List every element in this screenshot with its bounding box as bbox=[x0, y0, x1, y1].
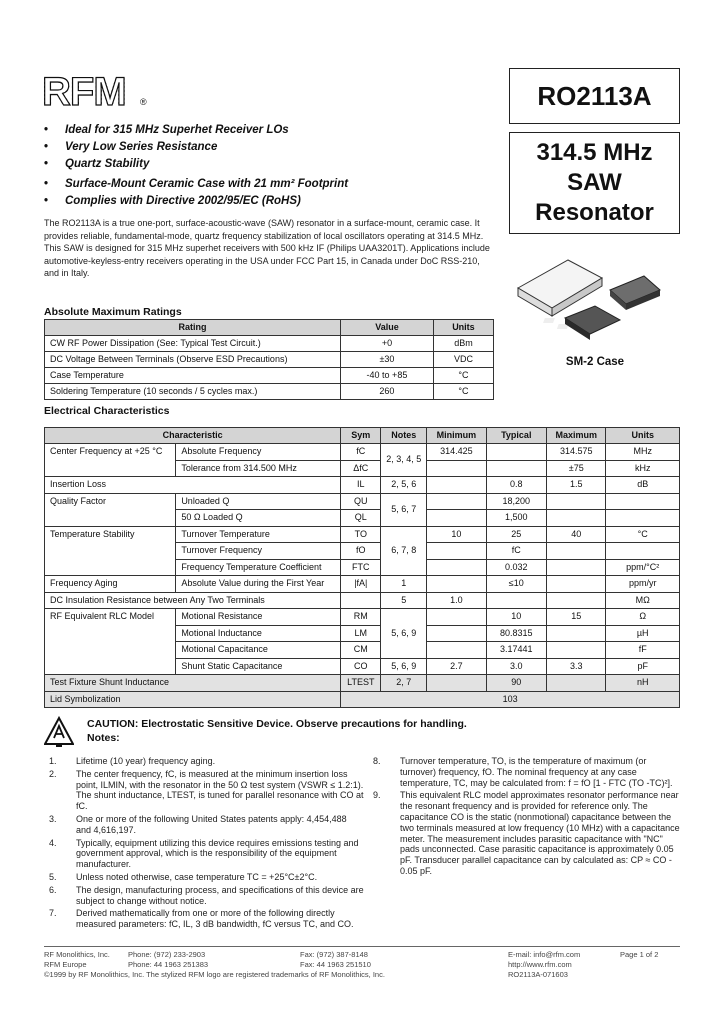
typ-cell: 3.0 bbox=[486, 658, 547, 675]
units-cell: dBm bbox=[433, 336, 493, 352]
sym-cell: QU bbox=[341, 493, 381, 510]
footer-page: Page 1 of 2 bbox=[620, 950, 659, 959]
max-cell: 3.3 bbox=[547, 658, 606, 675]
abs-max-heading: Absolute Maximum Ratings bbox=[44, 306, 182, 318]
esd-warning-icon bbox=[44, 716, 74, 748]
table-row bbox=[45, 384, 494, 400]
units-cell: µH bbox=[606, 625, 680, 642]
rfm-logo: RFM bbox=[42, 70, 126, 114]
char-cell: Temperature Stability bbox=[45, 526, 176, 576]
units-cell: °C bbox=[433, 368, 493, 384]
notes-label: Notes: bbox=[87, 732, 120, 744]
typ-cell: 0.8 bbox=[486, 477, 547, 494]
feature-item: • Complies with Directive 2002/95/EC (RoHS) bbox=[44, 193, 348, 210]
title-line-2: SAW bbox=[567, 169, 622, 196]
lid-value: 103 bbox=[341, 691, 680, 708]
elec-heading: Electrical Characteristics bbox=[44, 405, 170, 417]
units-cell: dB bbox=[606, 477, 680, 494]
sym-cell: |fA| bbox=[341, 576, 381, 593]
sym-cell: RM bbox=[341, 609, 381, 626]
feature-item: • Ideal for 315 MHz Superhet Receiver LOs bbox=[44, 122, 348, 139]
col-header: Typical bbox=[486, 428, 547, 444]
note-item: 1. Lifetime (10 year) frequency aging. bbox=[49, 756, 216, 766]
footer-line: Fax: 44 1963 251510 bbox=[300, 960, 371, 969]
sym-cell: LM bbox=[341, 625, 381, 642]
notes-left bbox=[44, 756, 364, 932]
typ-cell: 90 bbox=[486, 675, 547, 692]
min-cell: 10 bbox=[427, 526, 486, 543]
table-row bbox=[45, 576, 680, 593]
sym-cell: QL bbox=[341, 510, 381, 527]
footer-doc-id: RO2113A-071603 bbox=[508, 970, 568, 979]
notes-cell: 1 bbox=[381, 576, 427, 593]
col-header: Rating bbox=[45, 320, 341, 336]
table-row bbox=[45, 444, 680, 461]
note-item: 6. The design, manufacturing process, and specifications of this device are subject to change without notice. bbox=[49, 884, 364, 906]
note-item: 2. The center frequency, fC, is measured at the minimum insertion loss point, ILMIN, with the resonator in the 50 Ω test system (VSWR ≤ 1.2:1). The shunt inductance, LTEST, is tuned for parallel resonance with CO at fC. bbox=[49, 768, 364, 812]
units-cell: VDC bbox=[433, 352, 493, 368]
max-cell: 40 bbox=[547, 526, 606, 543]
col-header: Maximum bbox=[547, 428, 606, 444]
rating-cell: Case Temperature bbox=[45, 368, 341, 384]
elec-heading-wrap bbox=[44, 405, 170, 417]
value-cell: ±30 bbox=[341, 352, 434, 368]
caution-text: CAUTION: Electrostatic Sensitive Device. Observe precautions for handling. bbox=[87, 718, 467, 730]
col-header: Notes bbox=[381, 428, 427, 444]
footer-line: Phone: 44 1963 251383 bbox=[128, 960, 209, 969]
value-cell: -40 to +85 bbox=[341, 368, 434, 384]
table-row bbox=[45, 336, 494, 352]
elec-table bbox=[44, 427, 680, 708]
note-item: 5. Unless noted otherwise, case temperature TC = +25°C±2°C. bbox=[49, 871, 318, 882]
sub-cell: Unloaded Q bbox=[176, 493, 341, 510]
units-cell: MΩ bbox=[606, 592, 680, 609]
sub-cell: 50 Ω Loaded Q bbox=[176, 510, 341, 527]
max-cell: 1.5 bbox=[547, 477, 606, 494]
caution-block bbox=[87, 717, 467, 745]
sym-cell: LTEST bbox=[341, 675, 381, 692]
units-cell: fF bbox=[606, 642, 680, 659]
units-cell: ppm/°C² bbox=[606, 559, 680, 576]
typ-cell: ≤10 bbox=[486, 576, 547, 593]
char-cell: DC Insulation Resistance between Any Two Terminals bbox=[45, 592, 341, 609]
footer-line: RFM Europe bbox=[44, 960, 87, 969]
sm2-case-image bbox=[510, 238, 680, 350]
table-row bbox=[45, 691, 680, 708]
sym-cell: CO bbox=[341, 658, 381, 675]
sub-cell: Frequency Temperature Coefficient bbox=[176, 559, 341, 576]
feature-item: • Very Low Series Resistance bbox=[44, 139, 348, 156]
notes-cell: 2, 5, 6 bbox=[381, 477, 427, 494]
note-item: 4. Typically, equipment utilizing this device requires emissions testing and government approval, which is the responsibility of the equipment manufacturer. bbox=[49, 837, 359, 870]
sub-cell: Tolerance from 314.500 MHz bbox=[176, 460, 341, 477]
notes-cell: 2, 3, 4, 5 bbox=[381, 444, 427, 477]
table-row bbox=[45, 352, 494, 368]
part-number: RO2113A bbox=[509, 68, 680, 124]
typ-cell: 25 bbox=[486, 526, 547, 543]
units-cell: °C bbox=[433, 384, 493, 400]
col-header: Units bbox=[433, 320, 493, 336]
units-cell: pF bbox=[606, 658, 680, 675]
title-line-1: 314.5 MHz bbox=[536, 139, 653, 166]
sym-cell: CM bbox=[341, 642, 381, 659]
char-cell: Lid Symbolization bbox=[45, 691, 341, 708]
value-cell: +0 bbox=[341, 336, 434, 352]
rating-cell: Soldering Temperature (10 seconds / 5 cycles max.) bbox=[45, 384, 341, 400]
col-header: Minimum bbox=[427, 428, 486, 444]
units-cell: kHz bbox=[606, 460, 680, 477]
sym-cell: ΔfC bbox=[341, 460, 381, 477]
table-row bbox=[45, 592, 680, 609]
notes-cell: 6, 7, 8 bbox=[381, 526, 427, 576]
char-cell: RF Equivalent RLC Model bbox=[45, 609, 176, 675]
col-header: Value bbox=[341, 320, 434, 336]
sub-cell: Turnover Temperature bbox=[176, 526, 341, 543]
footer-email[interactable]: E-mail: info@rfm.com bbox=[508, 950, 581, 959]
footer-phone bbox=[128, 950, 208, 970]
title-line-3: Resonator bbox=[535, 199, 654, 226]
min-cell: 2.7 bbox=[427, 658, 486, 675]
intro-paragraph: The RO2113A is a true one-port, surface-acoustic-wave (SAW) resonator in a surface-mount, ceramic case. It provides reliable, fundamental-mode, quartz frequency stabilization of local oscillators operating at 314.5 MHz. This SAW is designed for 315 MHz superhet receivers with 500 kHz IF (Philips UAA3201T). Applications include automotive-keyless-entry receivers operating in the USA under FCC Part 15, in Canada under DoC RSS-210, and in Italy. bbox=[44, 218, 490, 278]
min-cell: 1.0 bbox=[427, 592, 486, 609]
feature-item: • Quartz Stability bbox=[44, 156, 348, 173]
col-header: Characteristic bbox=[45, 428, 341, 444]
note-item: 7. Derived mathematically from one or more of the following directly measured parameters: fC, IL, 3 dB bandwidth, fC versus TC, and CO. bbox=[49, 908, 354, 930]
col-header: Units bbox=[606, 428, 680, 444]
notes-cell: 5 bbox=[381, 592, 427, 609]
value-cell: 260 bbox=[341, 384, 434, 400]
max-cell: 314.575 bbox=[547, 444, 606, 461]
footer-line: Fax: (972) 387-8148 bbox=[300, 950, 368, 959]
footer-divider bbox=[44, 946, 680, 947]
typ-cell: 3.17441 bbox=[486, 642, 547, 659]
max-cell: ±75 bbox=[547, 460, 606, 477]
case-label: SM-2 Case bbox=[565, 356, 625, 368]
footer-url[interactable]: http://www.rfm.com bbox=[508, 960, 572, 969]
abs-max-table bbox=[44, 319, 494, 400]
table-row bbox=[45, 368, 494, 384]
char-cell: Center Frequency at +25 °C bbox=[45, 444, 176, 477]
table-row bbox=[45, 526, 680, 543]
footer-line: RF Monolithics, Inc. bbox=[44, 950, 110, 959]
footer-line: ©1999 by RF Monolithics, Inc. The stylized RFM logo are registered trademarks of RF Monolithics, Inc. bbox=[44, 970, 385, 979]
sub-cell: Absolute Value during the First Year bbox=[176, 576, 341, 593]
typ-cell: 0.032 bbox=[486, 559, 547, 576]
table-row bbox=[45, 477, 680, 494]
sub-cell: Shunt Static Capacitance bbox=[176, 658, 341, 675]
notes-right bbox=[368, 756, 680, 879]
sym-cell: fO bbox=[341, 543, 381, 560]
sym-cell: IL bbox=[341, 477, 381, 494]
char-cell: Frequency Aging bbox=[45, 576, 176, 593]
sym-cell: TO bbox=[341, 526, 381, 543]
typ-cell: 18,200 bbox=[486, 493, 547, 510]
footer-fax bbox=[300, 950, 371, 970]
units-cell: ppm/yr bbox=[606, 576, 680, 593]
units-cell: Ω bbox=[606, 609, 680, 626]
footer-line: Phone: (972) 233-2903 bbox=[128, 950, 206, 959]
char-cell: Insertion Loss bbox=[45, 477, 341, 494]
notes-cell: 5, 6, 7 bbox=[381, 493, 427, 526]
min-cell: 314.425 bbox=[427, 444, 486, 461]
sub-cell: Motional Resistance bbox=[176, 609, 341, 626]
note-item: 9. This equivalent RLC model approximates resonator performance near the resonant frequency and is provided for reference only. The capacitance CO is the static (nonmotional) capacitance between the two terminals measured at low frequency (10 MHz) with a capacitance meter. The measurement includes parasitic capacitance with "NC" pads unconnected. Case parasitic capacitance is approximately 0.05 pF. Transducer parallel capacitance can by calculated as: CP ≈ CO - 0.05 pF. bbox=[373, 790, 680, 876]
note-item: 3. One or more of the following United States patents apply: 4,454,488 and 4,616,197. bbox=[49, 813, 347, 835]
sub-cell: Motional Inductance bbox=[176, 625, 341, 642]
typ-cell: fC bbox=[486, 543, 547, 560]
feature-item: • Surface-Mount Ceramic Case with 21 mm² Footprint bbox=[44, 176, 348, 193]
typ-cell: 10 bbox=[486, 609, 547, 626]
rating-cell: DC Voltage Between Terminals (Observe ESD Precautions) bbox=[45, 352, 341, 368]
typ-cell: 1,500 bbox=[486, 510, 547, 527]
sub-cell: Motional Capacitance bbox=[176, 642, 341, 659]
sym-cell: fC bbox=[341, 444, 381, 461]
table-row bbox=[45, 675, 680, 692]
rating-cell: CW RF Power Dissipation (See: Typical Test Circuit.) bbox=[45, 336, 341, 352]
sym-cell: FTC bbox=[341, 559, 381, 576]
col-header: Sym bbox=[341, 428, 381, 444]
table-row bbox=[45, 493, 680, 510]
units-cell: MHz bbox=[606, 444, 680, 461]
typ-cell: 80.8315 bbox=[486, 625, 547, 642]
max-cell: 15 bbox=[547, 609, 606, 626]
sub-cell: Absolute Frequency bbox=[176, 444, 341, 461]
notes-cell: 2, 7 bbox=[381, 675, 427, 692]
note-item: 8. Turnover temperature, TO, is the temperature of maximum (or turnover) frequency, fO. The nominal frequency at any case temperature, TC, may be calculated from: f = fO [1 - FTC (TO -TC)²]. bbox=[373, 756, 673, 788]
feature-list bbox=[44, 122, 348, 210]
table-row bbox=[45, 609, 680, 626]
footer-web bbox=[508, 950, 580, 980]
char-cell: Quality Factor bbox=[45, 493, 176, 526]
units-cell: nH bbox=[606, 675, 680, 692]
product-title bbox=[509, 132, 680, 234]
sub-cell: Turnover Frequency bbox=[176, 543, 341, 560]
units-cell: °C bbox=[606, 526, 680, 543]
registered-mark: ® bbox=[140, 97, 147, 107]
abs-max-section bbox=[44, 306, 494, 400]
notes-cell: 5, 6, 9 bbox=[381, 609, 427, 659]
notes-cell: 5, 6, 9 bbox=[381, 658, 427, 675]
char-cell: Test Fixture Shunt Inductance bbox=[45, 675, 341, 692]
